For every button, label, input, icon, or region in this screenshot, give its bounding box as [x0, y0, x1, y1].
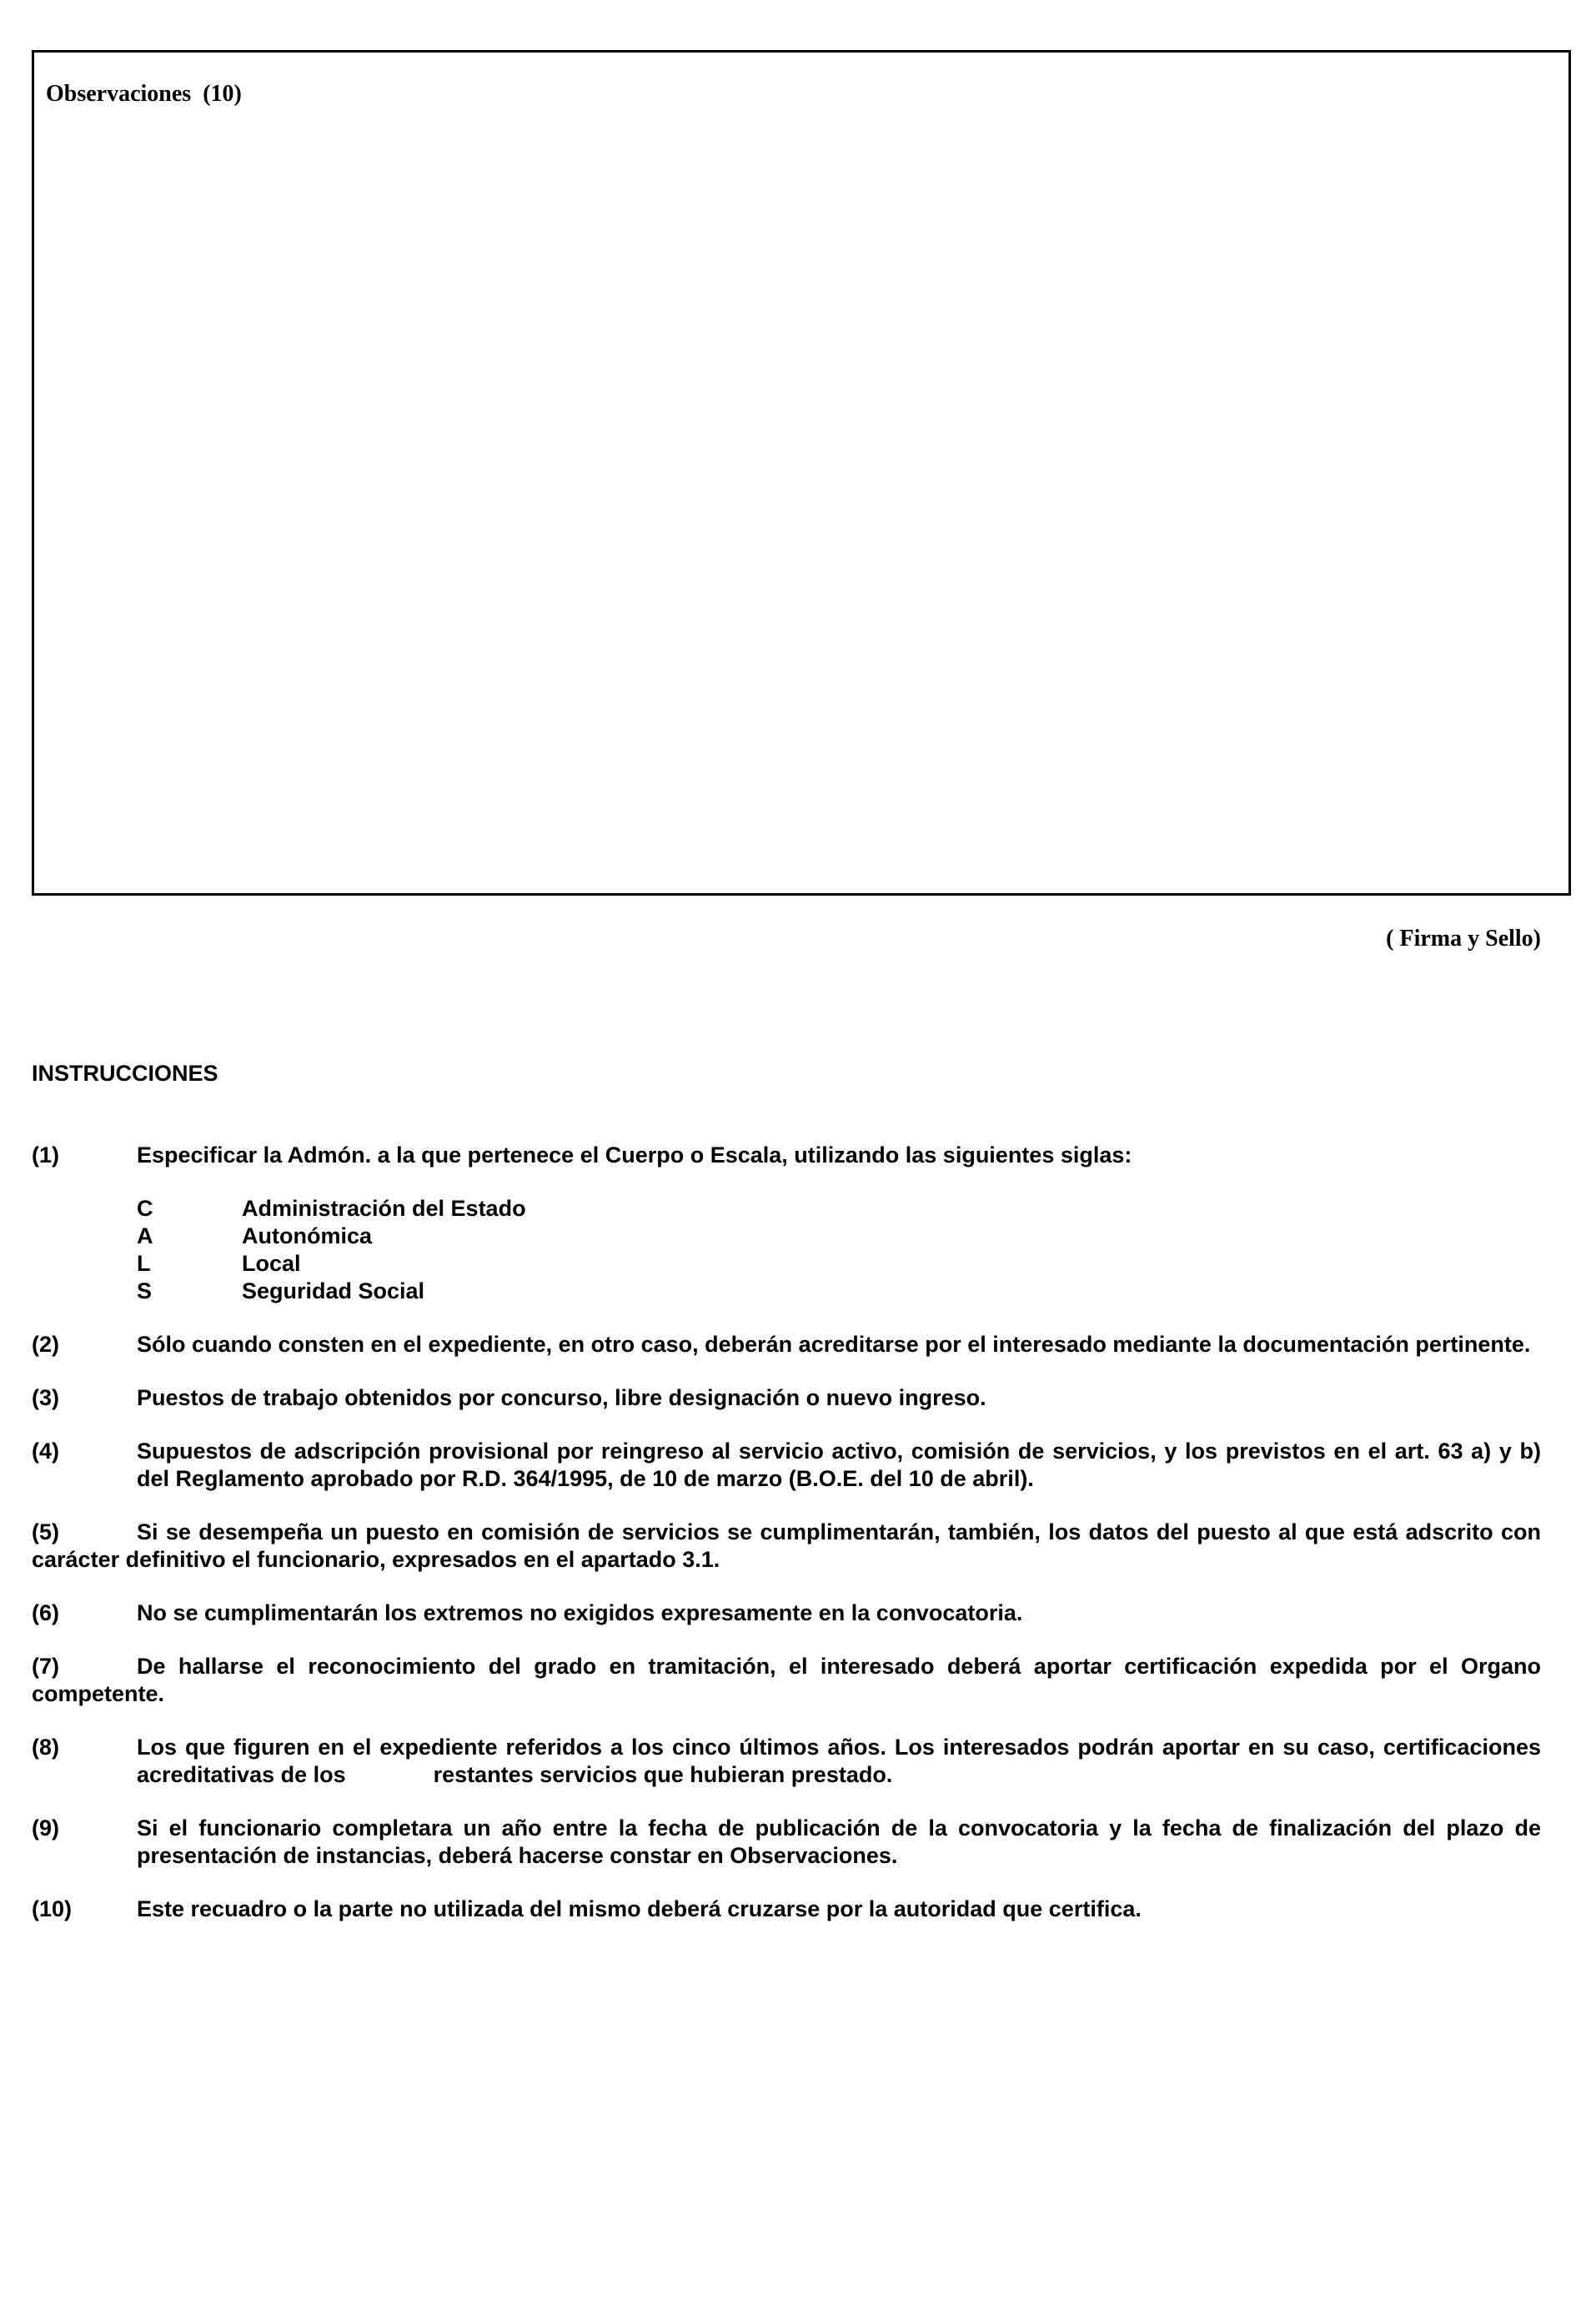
- instruccion-number: (3): [32, 1385, 59, 1410]
- instruccion-number: (6): [32, 1600, 59, 1625]
- firma-sello-label: ( Firma y Sello): [1386, 926, 1541, 952]
- observaciones-title: Observaciones (10): [46, 81, 242, 107]
- instruccion-text: Este recuadro o la parte no utilizada del mismo deberá cruzarse por la autoridad que certifica.: [137, 1896, 1142, 1921]
- instruccion-number: (7): [32, 1654, 59, 1679]
- instruccion-number: (2): [32, 1332, 59, 1357]
- instruccion-text: Los que figuren en el expediente referidos a los cinco últimos años. Los interesados podrán aportar en su caso, certificaciones acreditativas de los restantes servicios que hubieran prestado.: [137, 1735, 1548, 1787]
- instruccion-number: (8): [32, 1735, 59, 1760]
- instruccion-item-10: [32, 1896, 1541, 1923]
- instruccion-text: Si se desempeña un puesto en comisión de servicios se cumplimentarán, también, los datos del puesto al que está adscrito con carácter definitivo el funcionario, expresados en el apartado 3.1.: [32, 1519, 1541, 1572]
- instruccion-text: Puestos de trabajo obtenidos por concurso, libre designación o nuevo ingreso.: [137, 1385, 986, 1410]
- instruccion-text: No se cumplimentarán los extremos no exigidos expresamente en la convocatoria.: [137, 1600, 1023, 1625]
- observaciones-box: [32, 50, 1571, 896]
- instruccion-text: Supuestos de adscripción provisional por reingreso al servicio activo, comisión de servicios, y los previstos en el art. 63 a) y b) del Reglamento aprobado por R.D. 364/1995, de 10 de marzo (B.O.E. del 10 de abril).: [137, 1439, 1541, 1491]
- instruccion-text: Sólo cuando consten en el expediente, en otro caso, deberán acreditarse por el interesado mediante la documentación pertinente.: [137, 1332, 1531, 1357]
- sigla-row: [137, 1250, 1541, 1278]
- instrucciones-list: [32, 1142, 1548, 1949]
- instruccion-item-6: [32, 1599, 1541, 1627]
- instruccion-number: (4): [32, 1439, 59, 1464]
- instruccion-text: Especificar la Admón. a la que pertenece el Cuerpo o Escala, utilizando las siguientes siglas:: [137, 1142, 1132, 1168]
- instruccion-text: De hallarse el reconocimiento del grado en tramitación, el interesado deberá aportar certificación expedida por el Organo competente.: [32, 1654, 1541, 1706]
- instruccion-number: (1): [32, 1142, 59, 1168]
- instruccion-item-9: [32, 1815, 1541, 1870]
- instruccion-item-3: [32, 1384, 1541, 1412]
- sigla-label: Local: [242, 1251, 301, 1276]
- sigla-code: A: [137, 1223, 153, 1248]
- instruccion-item-4: [32, 1438, 1541, 1493]
- instruccion-item-2: [32, 1331, 1541, 1358]
- instruccion-item-8: [32, 1734, 1548, 1789]
- sigla-row: [137, 1278, 1541, 1305]
- instruccion-number: (10): [32, 1896, 73, 1921]
- instrucciones-title: INSTRUCCIONES: [32, 1061, 218, 1086]
- instruccion-text: Si el funcionario completara un año entre la fecha de publicación de la convocatoria y la fecha de finalización del plazo de presentación de instancias, deberá hacerse constar en Observaciones.: [137, 1815, 1541, 1868]
- instruccion-number: (9): [32, 1815, 59, 1840]
- sigla-label: Autonómica: [242, 1223, 373, 1248]
- instruccion-item-5: [32, 1519, 1541, 1574]
- instruccion-number: (5): [32, 1519, 59, 1544]
- siglas-list: [137, 1195, 1541, 1305]
- sigla-code: C: [137, 1196, 153, 1221]
- sigla-row: [137, 1195, 1541, 1223]
- instruccion-item-1: [32, 1142, 1541, 1305]
- sigla-code: S: [137, 1278, 153, 1303]
- sigla-label: Seguridad Social: [242, 1278, 425, 1303]
- sigla-code: L: [137, 1251, 151, 1276]
- instruccion-item-7: [32, 1653, 1541, 1708]
- sigla-row: [137, 1223, 1541, 1250]
- sigla-label: Administración del Estado: [242, 1196, 526, 1221]
